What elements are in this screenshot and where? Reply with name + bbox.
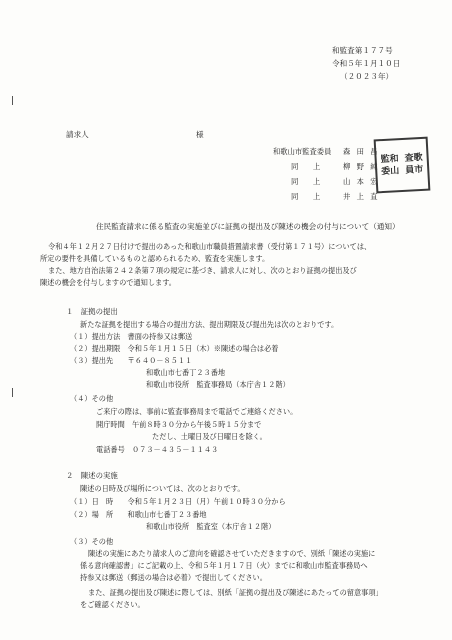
list-item: （３）提出先 〒６４０－８５１１: [70, 356, 193, 365]
paragraph-line: 持参又は郵送（郵送の場合は必着）で提出してください。: [80, 573, 267, 582]
margin-mark: [12, 96, 13, 105]
member-row: [273, 192, 413, 207]
list-item: （１）日 時 令和５年１月２３日（月）午前１０時３０分から: [70, 497, 286, 506]
member-role: 和歌山市監査委員: [273, 147, 332, 156]
office-hours-note: ただし、土曜日及び日曜日を除く。: [152, 432, 267, 441]
seal-char: 査歌: [404, 152, 423, 164]
addressee-honorific: 様: [196, 130, 204, 139]
phone-number: 電話番号 ０７３－４３５－１１４３: [96, 445, 219, 454]
list-item: （４）その他: [70, 394, 114, 403]
section-lead: 陳述の日時及び場所については、次のとおりです。: [80, 484, 245, 493]
place-line: 和歌山市役所 監査室（本庁舎１２階）: [146, 522, 276, 531]
address-line: 和歌山市役所 監査事務局（本庁舎１２階）: [146, 380, 290, 389]
list-item: （２）場 所 和歌山市七番丁２３番地: [70, 510, 207, 519]
list-item: （３）その他: [70, 537, 114, 546]
paragraph-line: また、証拠の提出及び陳述に際しては、別紙「証拠の提出及び陳述にあたっての留意事項」: [88, 588, 383, 597]
intro-line: 所定の要件を具備しているものと認められるため、監査を実施します。: [40, 254, 270, 263]
reference-year: （２０２３年）: [340, 72, 394, 81]
office-hours: 開庁時間 午前８時３０分から午後５時１５分まで: [96, 420, 262, 429]
addressee: [66, 130, 204, 139]
section-heading: ２ 陳述の実施: [66, 471, 118, 480]
document-title: 住民監査請求に係る監査の実施並びに証拠の提出及び陳述の機会の付与について（通知）: [96, 222, 400, 231]
list-item: （１）提出方法 書面の持参又は郵送: [70, 332, 193, 341]
official-seal-stamp: [374, 137, 431, 194]
intro-line: また、地方自治法第２４２条第７項の規定に基づき、請求人に対し、次のとおり証拠の提出及び: [48, 266, 357, 275]
seal-char: 員市: [405, 164, 424, 176]
member-name: 山 本 宏: [343, 177, 380, 186]
list-item: （２）提出期限 令和５年１月１５日（木）※陳述の場合は必着: [70, 344, 279, 353]
reference-date: 令和５年１月１０日: [332, 59, 401, 68]
seal-char: 監和: [380, 154, 399, 166]
note-line: ご来庁の際は、事前に監査事務局まで電話でご連絡ください。: [96, 407, 298, 416]
paragraph-line: 陳述の実施にあたり請求人のご意向を確認させていただきますので、別紙「陳述の実施に: [88, 549, 376, 558]
member-name: 柳 野 純: [343, 162, 380, 171]
margin-mark: [12, 388, 13, 397]
reference-number: 和監査第１７７号: [332, 46, 393, 55]
member-name: 井 上 直: [343, 192, 380, 201]
intro-line: 陳述の機会を付与しますので通知します。: [40, 278, 176, 287]
member-role: 同 上: [291, 162, 321, 171]
seal-char: 委山: [381, 166, 400, 178]
paragraph-line: をご確認ください。: [80, 600, 145, 609]
addressee-label: 請求人: [66, 130, 89, 139]
member-role: 同 上: [291, 177, 321, 186]
intro-line: 令和４年１２月２７日付けで提出のあった和歌山市職員措置請求書（受付第１７１号）については、: [48, 242, 372, 251]
section-heading: １ 証拠の提出: [66, 307, 118, 316]
member-role: 同 上: [291, 192, 321, 201]
paragraph-line: 係る意向確認書」にご記載の上、令和５年１月１７日（火）までに和歌山市監査事務局へ: [80, 561, 368, 570]
member-name: 森 田 昌: [343, 147, 380, 156]
address-line: 和歌山市七番丁２３番地: [146, 368, 226, 377]
section-lead: 新たな証拠を提出する場合の提出方法、提出期限及び提出先は次のとおりです。: [80, 320, 339, 329]
